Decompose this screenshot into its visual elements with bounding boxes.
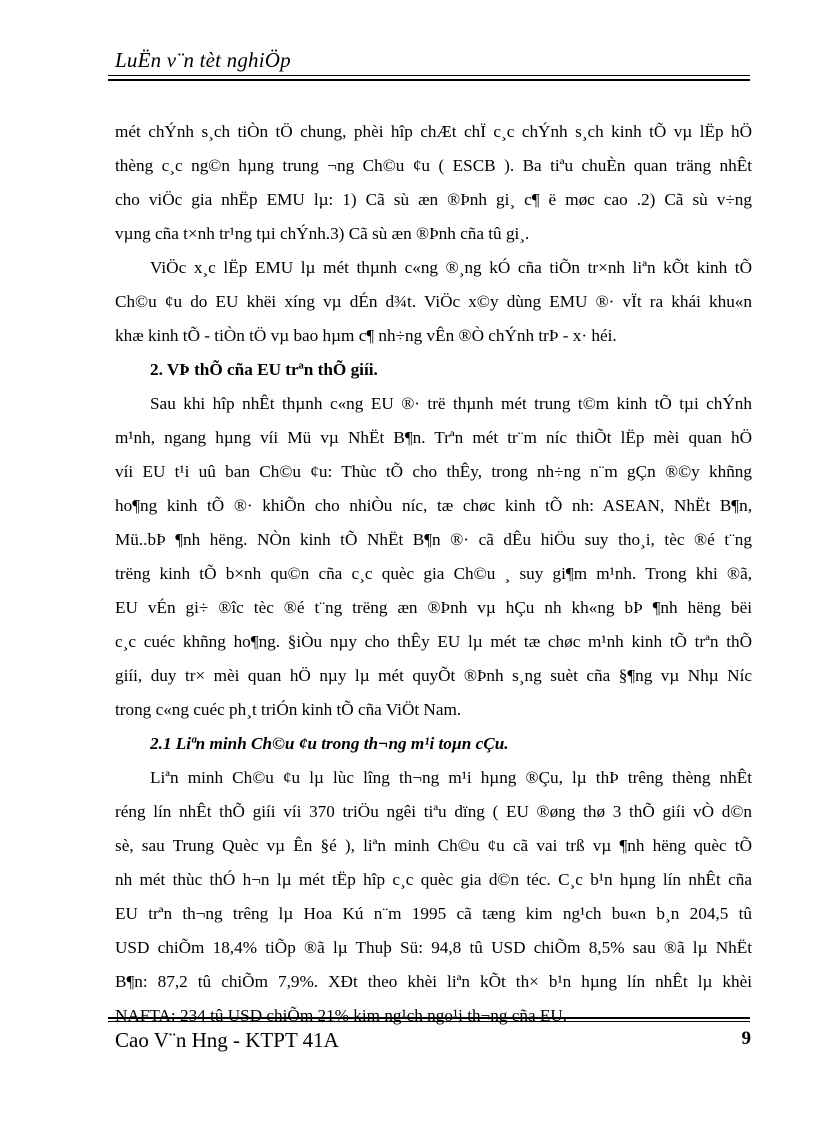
header-rule-thin <box>108 75 750 76</box>
section-heading: 2. VÞ thÕ cña EU trªn thÕ giíi. <box>150 360 378 379</box>
body-line: trong c«ng cuéc ph¸t triÓn kinh tÕ cña ViÖt Nam. <box>115 700 462 719</box>
subsection-heading: 2.1 Liªn minh Ch©u ¢u trong th¬ng m¹i toµn cÇu. <box>150 734 509 753</box>
body-line: EU vÉn gi÷ ®îc tèc ®é t¨ng trëng æn ®Þnh vµ hÇu nh kh«ng bÞ ¶nh hëng bëi <box>115 598 752 617</box>
footer-author: Cao V¨n Hng - KTPT 41A <box>115 1028 339 1052</box>
body-line: cho viÖc gia nhËp EMU lµ: 1) Cã sù æn ®Þnh gi¸ c¶ ë møc cao .2) Cã sù v÷ng <box>115 190 752 209</box>
footer-rule-thin <box>108 1021 750 1022</box>
body-line: Ch©u ¢u do EU khëi xíng vµ dÉn d¾t. ViÖc x©y dùng EMU ®· vÏt ra khái khu«n <box>115 292 752 311</box>
body-line: Liªn minh Ch©u ¢u lµ lùc lîng th¬ng m¹i hµng ®Çu, lµ thÞ trêng thèng nhÊt <box>150 768 752 787</box>
body-line: Sau khi hîp nhÊt thµnh c«ng EU ®· trë thµnh mét trung t©m kinh tÕ tµi chÝnh <box>150 394 752 413</box>
body-line: c¸c cuéc khñng ho¶ng. §iÒu nµy cho thÊy EU lµ mét tæ chøc m¹nh kinh tÕ trªn thÕ <box>115 632 752 651</box>
body-line: nh mét thùc thÓ h¬n lµ mét tËp hîp c¸c quèc gia d©n téc. C¸c b¹n hµng lín nhÊt cña <box>115 870 752 889</box>
body-line: EU trªn th¬ng trêng lµ Hoa Kú n¨m 1995 cã tæng kim ng¹ch bu«n b¸n 204,5 tû <box>115 904 752 923</box>
body-line: thèng c¸c ng©n hµng trung ¬ng Ch©u ¢u ( ESCB ). Ba tiªu chuÈn quan träng nhÊt <box>115 156 752 175</box>
body-line: Mü..bÞ ¶nh hëng. NÒn kinh tÕ NhËt B¶n ®· cã dÊu hiÖu suy tho¸i, tèc ®é t¨ng <box>115 530 752 549</box>
footer-rule-thick <box>108 1017 750 1019</box>
body-line: giíi, duy tr× mèi quan hÖ nµy lµ mét quyÕt ®Þnh s¸ng suèt cña §¶ng vµ Nhµ Níc <box>115 666 752 685</box>
body-line: m¹nh, ngang hµng víi Mü vµ NhËt B¶n. Trªn mét tr¨m níc thiÕt lËp mèi quan hÖ <box>115 428 752 447</box>
body-line: B¶n: 87,2 tû chiÕm 7,9%. XÐt theo khèi liªn kÕt th× b¹n hµng lín nhÊt lµ khèi <box>115 972 752 991</box>
header-title: LuËn v¨n tèt nghiÖp <box>115 48 291 72</box>
body-line: víi EU t¹i uû ban Ch©u ¢u: Thùc tÕ cho thÊy, trong nh÷ng n¨m gÇn ®©y khñng <box>115 462 752 481</box>
body-line: vµng cña t×nh tr¹ng tµi chÝnh.3) Cã sù æn ®Þnh cña tû gi¸. <box>115 224 530 243</box>
body-line: ViÖc x¸c lËp EMU lµ mét thµnh c«ng ®¸ng kÓ cña tiÕn tr×nh liªn kÕt kinh tÕ <box>150 258 752 277</box>
body-line: trëng kinh tÕ b×nh qu©n cña c¸c quèc gia Ch©u ¸ suy gi¶m m¹nh. Trong khi ®ã, <box>115 564 752 583</box>
body-line: khæ kinh tÕ - tiÒn tÖ vµ bao hµm c¶ nh÷ng vÊn ®Ò chÝnh trÞ - x· héi. <box>115 326 617 345</box>
body-line: NAFTA: 234 tû USD chiÕm 21% kim ng¹ch ngo¹i th¬ng cña EU. <box>115 1006 568 1025</box>
body-line: ho¶ng kinh tÕ ®· khiÕn cho nhiÒu níc, tæ chøc kinh tÕ nh: ASEAN, NhËt B¶n, <box>115 496 752 515</box>
header-rule-thick <box>108 79 750 81</box>
body-line: USD chiÕm 18,4% tiÕp ®ã lµ Thuþ Sü: 94,8 tû USD chiÕm 8,5% sau ®ã lµ NhËt <box>115 938 752 957</box>
body-line: réng lín nhÊt thÕ giíi víi 370 triÖu ngêi tiªu dïng ( EU ®øng thø 3 thÕ giíi vÒ d©n <box>115 802 752 821</box>
body-line: mét chÝnh s¸ch tiÒn tÖ chung, phèi hîp chÆt chÏ c¸c chÝnh s¸ch kinh tÕ vµ lËp hÖ <box>115 122 752 141</box>
body-line: sè, sau Trung Quèc vµ Ên §é ), liªn minh Ch©u ¢u cã vai trß vµ ¶nh hëng quèc tÕ <box>115 836 752 855</box>
page-number: 9 <box>741 1028 751 1049</box>
